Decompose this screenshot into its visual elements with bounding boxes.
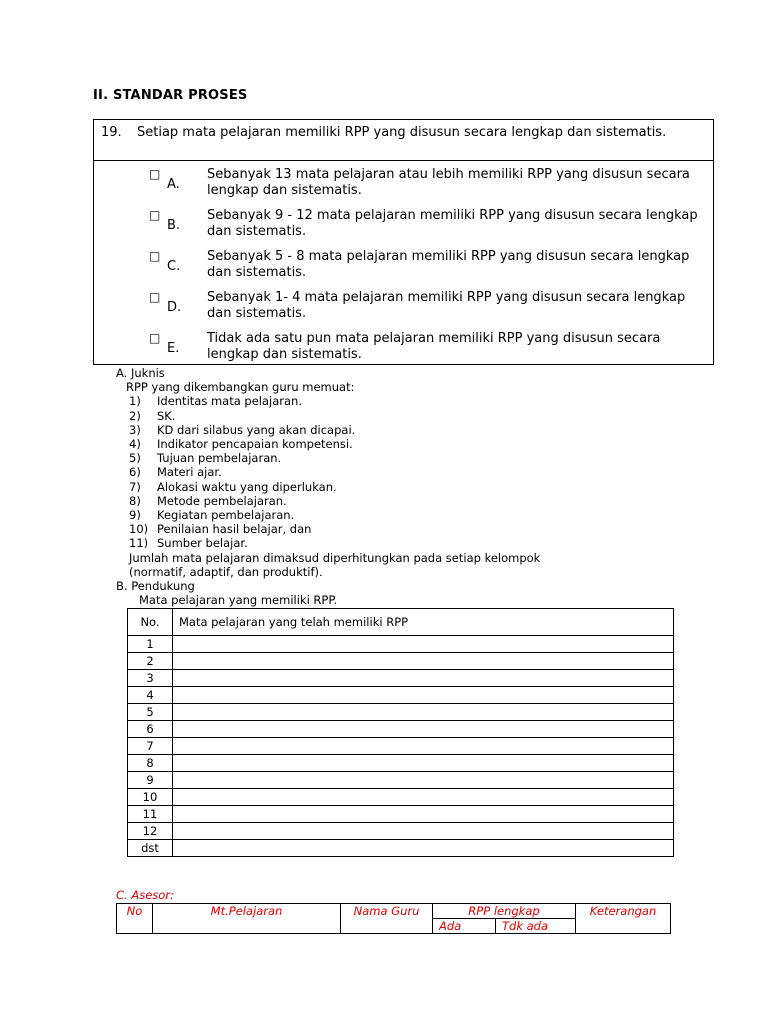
juknis-intro: RPP yang dikembangkan guru memuat: <box>126 380 355 395</box>
option-c[interactable] <box>94 248 713 288</box>
question-number: 19. <box>101 125 122 140</box>
row-number: 8 <box>128 755 173 772</box>
option-text: Sebanyak 1- 4 mata pelajaran memiliki RPP yang disusun secara lengkap dan sistematis. <box>207 290 686 321</box>
column-header-guru: Nama Guru <box>341 904 433 934</box>
row-number: 4 <box>128 687 173 704</box>
pendukung-title: B. Pendukung <box>116 579 195 594</box>
option-text: Tidak ada satu pun mata pelajaran memiliki RPP yang disusun secara lengkap dan sistematis. <box>207 331 661 362</box>
list-item <box>129 437 540 451</box>
question-header <box>94 120 713 161</box>
table-row <box>128 840 674 857</box>
list-item <box>129 423 540 437</box>
column-header-keterangan: Keterangan <box>576 904 671 934</box>
option-text: Sebanyak 13 mata pelajaran atau lebih memiliki RPP yang disusun secara lengkap dan sistematis. <box>207 167 690 198</box>
item-number: 8) <box>129 493 141 508</box>
option-letter: C. <box>167 259 181 274</box>
juknis-list <box>116 394 540 550</box>
option-letter: D. <box>167 300 182 315</box>
table-header-row <box>128 609 674 636</box>
checkbox-icon[interactable]: □ <box>149 208 161 222</box>
item-number: 4) <box>129 437 141 452</box>
item-text: Materi ajar. <box>157 465 222 480</box>
table-row <box>128 721 674 738</box>
pendukung-subtitle: Mata pelajaran yang memiliki RPP. <box>139 593 338 608</box>
table-row <box>128 806 674 823</box>
table-row <box>128 653 674 670</box>
juknis-note-line2: (normatif, adaptif, dan produktif). <box>129 564 323 579</box>
table-row <box>128 636 674 653</box>
item-number: 9) <box>129 508 141 523</box>
row-cell[interactable] <box>173 653 674 670</box>
table-row <box>128 755 674 772</box>
option-letter: B. <box>167 218 181 233</box>
table-row <box>128 823 674 840</box>
asesor-header-row <box>117 904 671 919</box>
item-number: 11) <box>129 536 149 551</box>
column-header-mapel: Mata pelajaran yang telah memiliki RPP <box>173 609 674 636</box>
column-header-no: No. <box>128 609 173 636</box>
option-text: Sebanyak 9 - 12 mata pelajaran memiliki RPP yang disusun secara lengkap dan sistematis. <box>207 208 698 239</box>
row-cell[interactable] <box>173 704 674 721</box>
row-cell[interactable] <box>173 687 674 704</box>
row-number: 2 <box>128 653 173 670</box>
item-number: 2) <box>129 408 141 423</box>
row-cell[interactable] <box>173 772 674 789</box>
list-item <box>129 494 540 508</box>
section-heading: II. STANDAR PROSES <box>93 88 248 103</box>
item-number: 10) <box>129 522 149 537</box>
option-a[interactable] <box>94 166 713 206</box>
list-item <box>129 522 540 536</box>
column-header-tdk-ada: Tdk ada <box>496 919 576 934</box>
option-b[interactable] <box>94 207 713 247</box>
row-cell[interactable] <box>173 721 674 738</box>
asesor-table <box>116 903 671 934</box>
table-row <box>128 687 674 704</box>
option-letter: E. <box>167 341 180 356</box>
row-cell[interactable] <box>173 636 674 653</box>
option-text: Sebanyak 5 - 8 mata pelajaran memiliki RPP yang disusun secara lengkap dan sistematis. <box>207 249 690 280</box>
option-d[interactable] <box>94 289 713 329</box>
list-item <box>129 508 540 522</box>
row-number: 9 <box>128 772 173 789</box>
list-item <box>129 480 540 494</box>
question-box <box>93 119 714 365</box>
item-text: Indikator pencapaian kompetensi. <box>157 437 353 452</box>
option-e[interactable] <box>94 330 713 370</box>
item-text: SK. <box>157 408 176 423</box>
table-row <box>128 738 674 755</box>
row-cell[interactable] <box>173 806 674 823</box>
list-item <box>129 451 540 465</box>
item-number: 5) <box>129 451 141 466</box>
table-row <box>128 704 674 721</box>
table-row <box>128 772 674 789</box>
item-text: KD dari silabus yang akan dicapai. <box>157 422 356 437</box>
asesor-title: C. Asesor: <box>116 888 174 902</box>
column-header-no: No <box>117 904 153 934</box>
item-text: Alokasi waktu yang diperlukan. <box>157 479 337 494</box>
list-item <box>129 409 540 423</box>
item-text: Tujuan pembelajaran. <box>157 451 282 466</box>
row-cell[interactable] <box>173 670 674 687</box>
item-number: 1) <box>129 394 141 409</box>
row-cell[interactable] <box>173 840 674 857</box>
row-cell[interactable] <box>173 738 674 755</box>
row-number: 11 <box>128 806 173 823</box>
checkbox-icon[interactable]: □ <box>149 290 161 304</box>
row-number: 12 <box>128 823 173 840</box>
item-number: 3) <box>129 422 141 437</box>
item-text: Kegiatan pembelajaran. <box>157 508 295 523</box>
rpp-table <box>127 608 674 857</box>
checkbox-icon[interactable]: □ <box>149 249 161 263</box>
row-number: dst <box>128 840 173 857</box>
list-item <box>129 394 540 408</box>
question-text: Setiap mata pelajaran memiliki RPP yang disusun secara lengkap dan sistematis. <box>137 125 667 140</box>
item-text: Penilaian hasil belajar, dan <box>157 522 312 537</box>
row-cell[interactable] <box>173 755 674 772</box>
row-cell[interactable] <box>173 823 674 840</box>
item-text: Sumber belajar. <box>157 536 248 551</box>
row-number: 5 <box>128 704 173 721</box>
row-number: 6 <box>128 721 173 738</box>
column-header-mapel: Mt.Pelajaran <box>153 904 341 934</box>
row-number: 1 <box>128 636 173 653</box>
juknis-title: A. Juknis <box>116 366 165 380</box>
juknis-section <box>116 366 540 607</box>
option-letter: A. <box>167 177 180 192</box>
column-header-rpp: RPP lengkap <box>433 904 576 919</box>
item-number: 6) <box>129 465 141 480</box>
item-text: Identitas mata pelajaran. <box>157 394 303 409</box>
item-number: 7) <box>129 479 141 494</box>
row-cell[interactable] <box>173 789 674 806</box>
list-item <box>129 536 540 550</box>
row-number: 3 <box>128 670 173 687</box>
table-row <box>128 670 674 687</box>
row-number: 10 <box>128 789 173 806</box>
table-row <box>128 789 674 806</box>
checkbox-icon[interactable]: □ <box>149 331 161 345</box>
row-number: 7 <box>128 738 173 755</box>
list-item <box>129 465 540 479</box>
juknis-note-line1: Jumlah mata pelajaran dimaksud diperhitungkan pada setiap kelompok <box>129 550 541 565</box>
item-text: Metode pembelajaran. <box>157 493 287 508</box>
column-header-ada: Ada <box>433 919 496 934</box>
checkbox-icon[interactable]: □ <box>149 167 161 181</box>
